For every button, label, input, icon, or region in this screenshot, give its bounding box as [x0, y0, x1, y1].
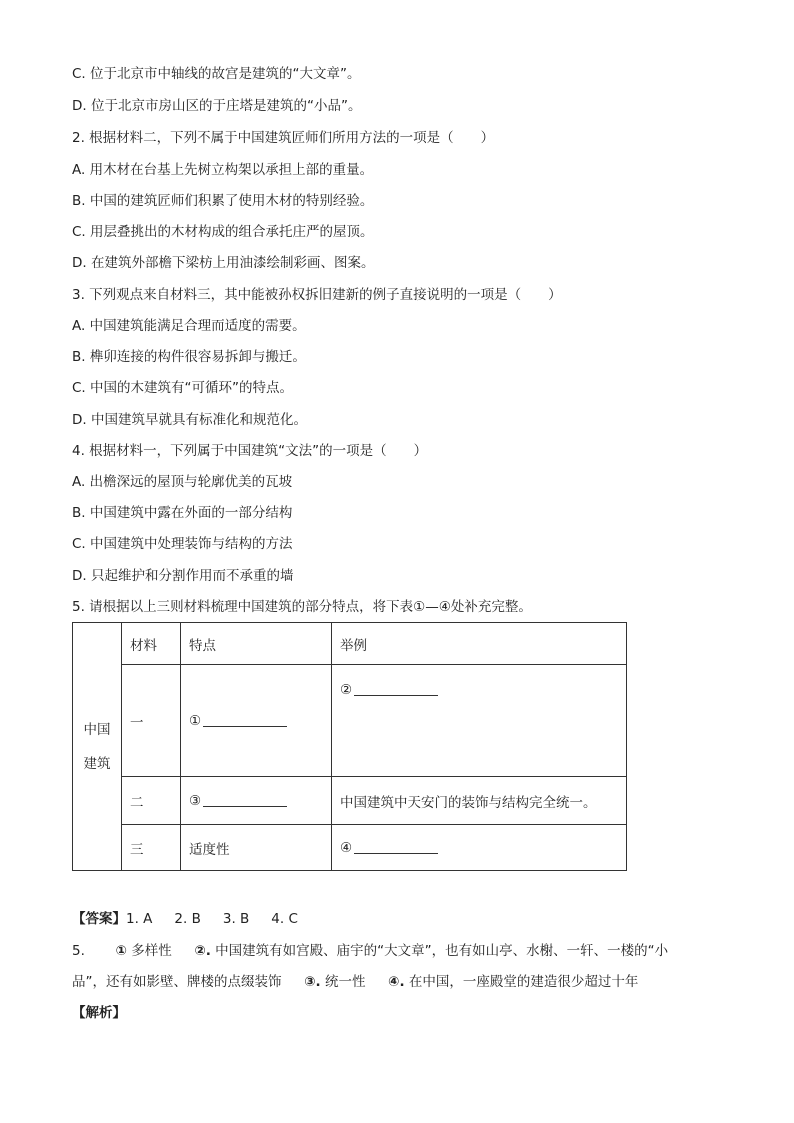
q4-option-b: B. 中国建筑中露在外面的一部分结构	[72, 505, 293, 521]
q5-text-2b: 品”，还有如影壁、牌楼的点缀装饰	[72, 974, 282, 990]
q5-mark-3: ③.	[304, 974, 321, 990]
q3-option-d: D. 中国建筑早就具有标准化和规范化。	[72, 412, 307, 428]
row3-example	[332, 825, 627, 871]
q5-table	[72, 622, 627, 871]
answer-2: 2. B	[174, 911, 201, 927]
side-label-cell	[73, 623, 122, 871]
q2-option-c: C. 用层叠挑出的木材构成的组合承托庄严的屋顶。	[72, 224, 374, 240]
q5-text-4: 在中国，一座殿堂的建造很少超过十年	[408, 974, 639, 990]
analysis-label: 【解析】	[72, 1005, 126, 1021]
answer-label: 【答案】	[72, 911, 126, 927]
blank-mark-3: ③	[189, 793, 202, 809]
q4-option-c: C. 中国建筑中处理装饰与结构的方法	[72, 536, 293, 552]
header-feature: 特点	[181, 623, 332, 665]
q5-mark-2: ②.	[194, 943, 211, 959]
blank-mark-4: ④	[340, 840, 353, 856]
header-material: 材料	[122, 623, 181, 665]
q5-text-2a: 中国建筑有如宫殿、庙宇的“大文章”，也有如山亭、水榭、一轩、一楼的“小	[215, 943, 669, 959]
blank-line-3[interactable]	[203, 792, 287, 807]
row3-material: 三	[122, 825, 181, 871]
table-row	[73, 777, 627, 825]
q2-stem: 2. 根据材料二，下列不属于中国建筑匠师们所用方法的一项是（ ）	[72, 130, 495, 146]
row2-feature	[181, 777, 332, 825]
q2-option-b: B. 中国的建筑匠师们积累了使用木材的特别经验。	[72, 193, 374, 209]
answer-line	[72, 909, 320, 929]
side-label-2: 建筑	[83, 755, 111, 772]
table-row	[73, 665, 627, 777]
q2-option-a: A. 用木材在台基上先树立构架以承担上部的重量。	[72, 162, 374, 178]
row1-material: 一	[122, 665, 181, 777]
q2-option-d: D. 在建筑外部檐下梁枋上用油漆绘制彩画、图案。	[72, 255, 375, 271]
row1-feature	[181, 665, 332, 777]
table-row	[73, 825, 627, 871]
q5-mark-1: ①	[115, 943, 127, 959]
side-label-1: 中国	[83, 721, 111, 738]
q5-text-3: 统一性	[324, 974, 366, 990]
blank-line-2[interactable]	[354, 681, 438, 696]
answer-1: 1. A	[126, 911, 153, 927]
q5-num: 5.	[72, 943, 85, 959]
answer-4: 4. C	[271, 911, 298, 927]
blank-mark-2: ②	[340, 682, 353, 698]
table-header-row	[73, 623, 627, 665]
q1-option-c: C. 位于北京市中轴线的故宫是建筑的“大文章”。	[72, 66, 361, 82]
row1-example	[332, 665, 627, 777]
answer-q5-line2	[72, 972, 638, 992]
header-example: 举例	[332, 623, 627, 665]
q3-option-a: A. 中国建筑能满足合理而适度的需要。	[72, 318, 306, 334]
blank-line-1[interactable]	[203, 712, 287, 727]
q5-text-1: 多样性	[131, 943, 172, 959]
q4-option-d: D. 只起维护和分割作用而不承重的墙	[72, 568, 294, 584]
q5-mark-4: ④.	[388, 974, 405, 990]
q1-option-d: D. 位于北京市房山区的于庄塔是建筑的“小品”。	[72, 98, 362, 114]
row2-material: 二	[122, 777, 181, 825]
q4-stem: 4. 根据材料一，下列属于中国建筑“文法”的一项是（ ）	[72, 443, 428, 459]
q3-stem: 3. 下列观点来自材料三，其中能被孙权拆旧建新的例子直接说明的一项是（ ）	[72, 287, 562, 303]
q4-option-a: A. 出檐深远的屋顶与轮廓优美的瓦坡	[72, 474, 293, 490]
blank-line-4[interactable]	[354, 839, 438, 854]
row3-feature: 适度性	[181, 825, 332, 871]
blank-mark-1: ①	[189, 713, 202, 729]
q5-stem: 5. 请根据以上三则材料梳理中国建筑的部分特点，将下表①—④处补充完整。	[72, 599, 532, 615]
row2-example: 中国建筑中天安门的装饰与结构完全统一。	[332, 777, 627, 825]
answer-q5-line1	[72, 941, 668, 961]
q3-option-b: B. 榫卯连接的构件很容易拆卸与搬迁。	[72, 349, 306, 365]
answer-3: 3. B	[222, 911, 250, 927]
q3-option-c: C. 中国的木建筑有“可循环”的特点。	[72, 380, 293, 396]
